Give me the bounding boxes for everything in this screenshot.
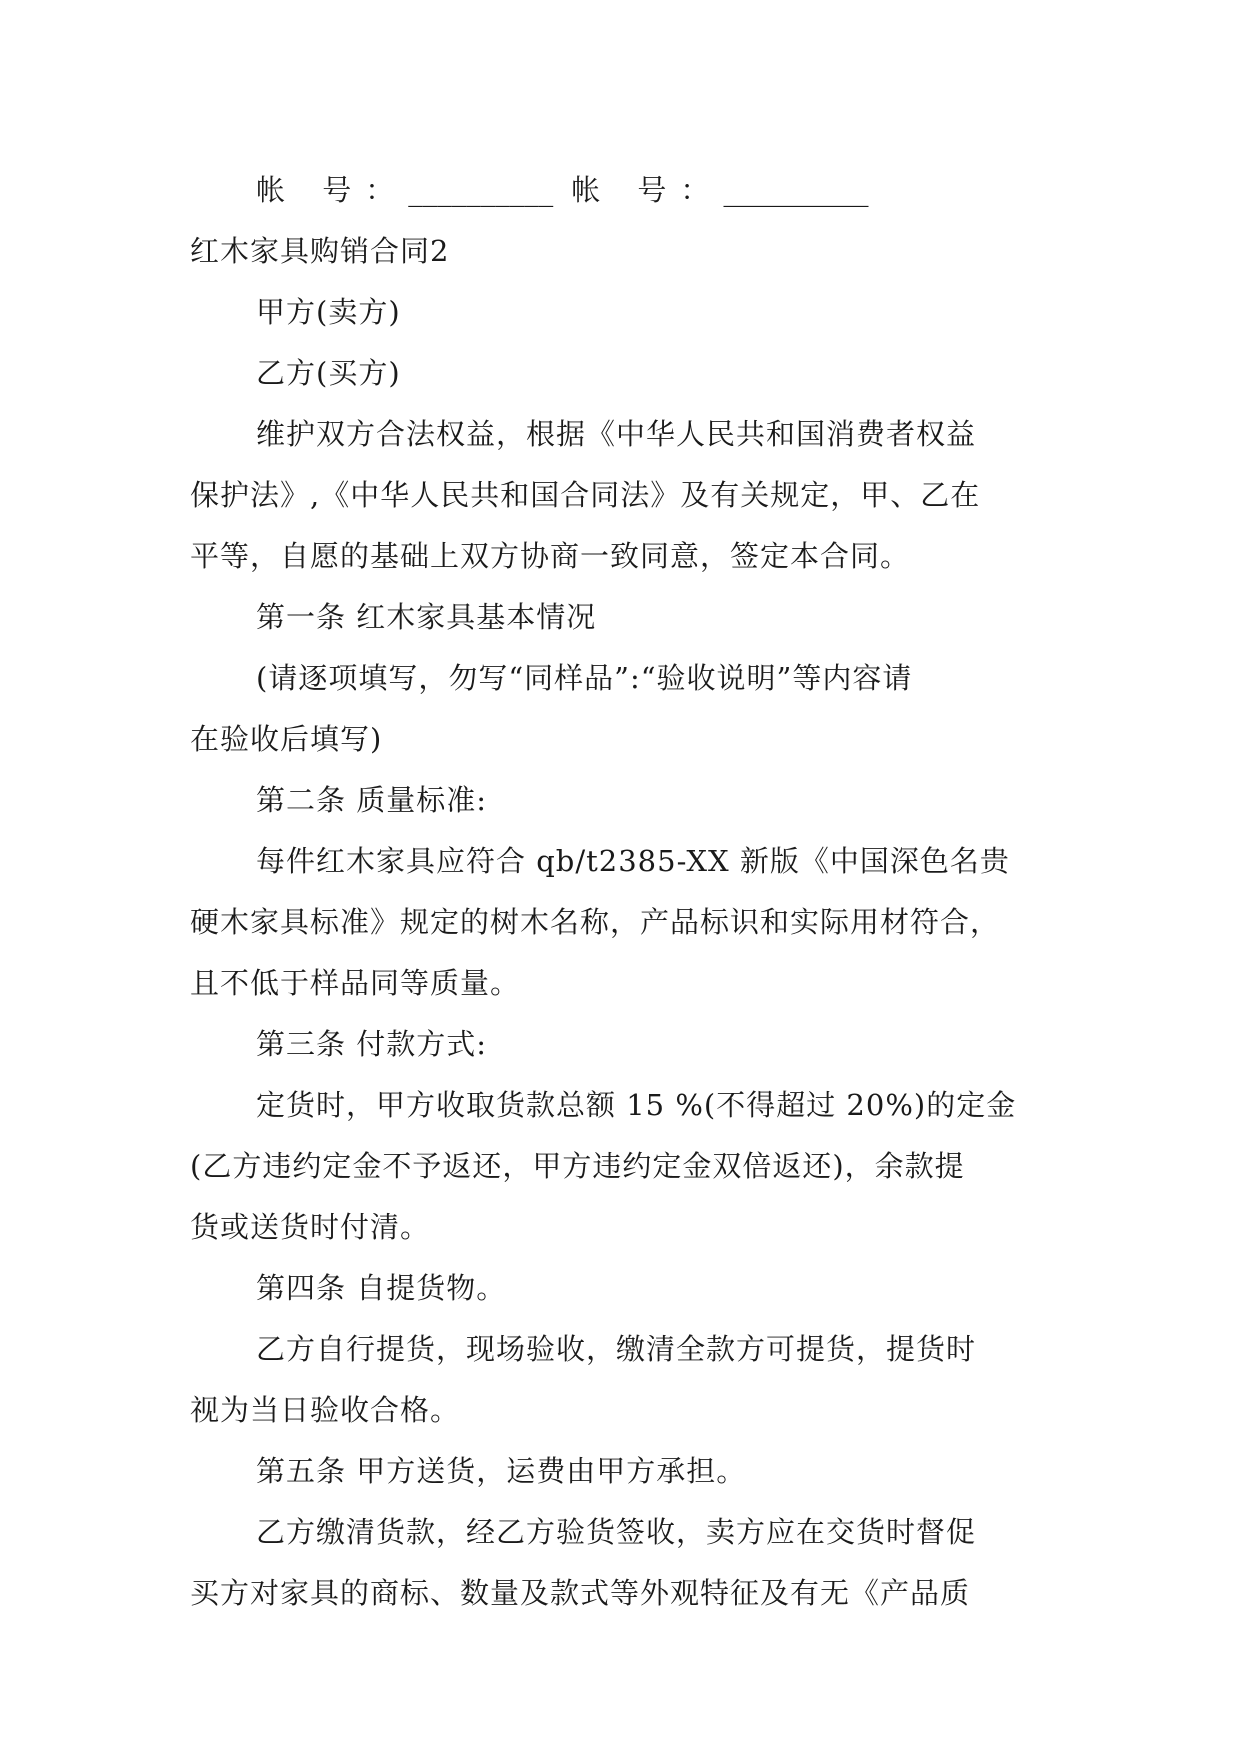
text-line: (请逐项填写，勿写“同样品”:“验收说明”等内容请 [256, 661, 913, 695]
text-line: 第三条 付款方式: [256, 1027, 487, 1061]
text-line: 第二条 质量标准: [256, 783, 487, 817]
text-line: 每件红木家具应符合 qb/t2385-XX 新版《中国深色名贵 [256, 844, 1010, 878]
text-line: 第四条 自提货物。 [256, 1271, 507, 1305]
text-line: 平等，自愿的基础上双方协商一致同意，签定本合同。 [190, 539, 911, 573]
text-line: 硬木家具标准》规定的树木名称，产品标识和实际用材符合， [190, 905, 1001, 939]
text-line: 乙方(买方) [256, 356, 401, 390]
account-blank-seller: __________ [408, 173, 554, 207]
account-blank-buyer: __________ [723, 173, 869, 207]
account-line [190, 160, 1048, 221]
text-line: (乙方违约定金不予返还，甲方违约定金双倍返还)，余款提 [190, 1149, 965, 1183]
text-line: 且不低于样品同等质量。 [190, 966, 521, 1000]
text-line: 保护法》,《中华人民共和国合同法》及有关规定，甲、乙在 [190, 478, 981, 512]
text-line: 维护双方合法权益，根据《中华人民共和国消费者权益 [256, 417, 977, 451]
text-line: 第一条 红木家具基本情况 [256, 600, 597, 634]
contract-text [190, 282, 1048, 1624]
text-line: 定货时，甲方收取货款总额 15 %(不得超过 20%)的定金 [256, 1088, 1017, 1122]
text-line: 乙方自行提货，现场验收，缴清全款方可提货，提货时 [256, 1332, 977, 1366]
text-line: 在验收后填写) [190, 722, 383, 756]
text-line: 乙方缴清货款，经乙方验货签收，卖方应在交货时督促 [256, 1515, 977, 1549]
account-label-buyer: 帐 号： [571, 173, 724, 207]
text-line: 甲方(卖方) [256, 295, 401, 329]
document-body [190, 160, 1048, 1624]
contract-title: 红木家具购销合同2 [190, 234, 450, 268]
text-line: 买方对家具的商标、数量及款式等外观特征及有无《产品质 [190, 1576, 971, 1610]
text-line: 货或送货时付清。 [190, 1210, 431, 1244]
text-line: 视为当日验收合格。 [190, 1393, 461, 1427]
text-line: 第五条 甲方送货，运费由甲方承担。 [256, 1454, 747, 1488]
account-label-seller: 帐 号： [256, 173, 409, 207]
